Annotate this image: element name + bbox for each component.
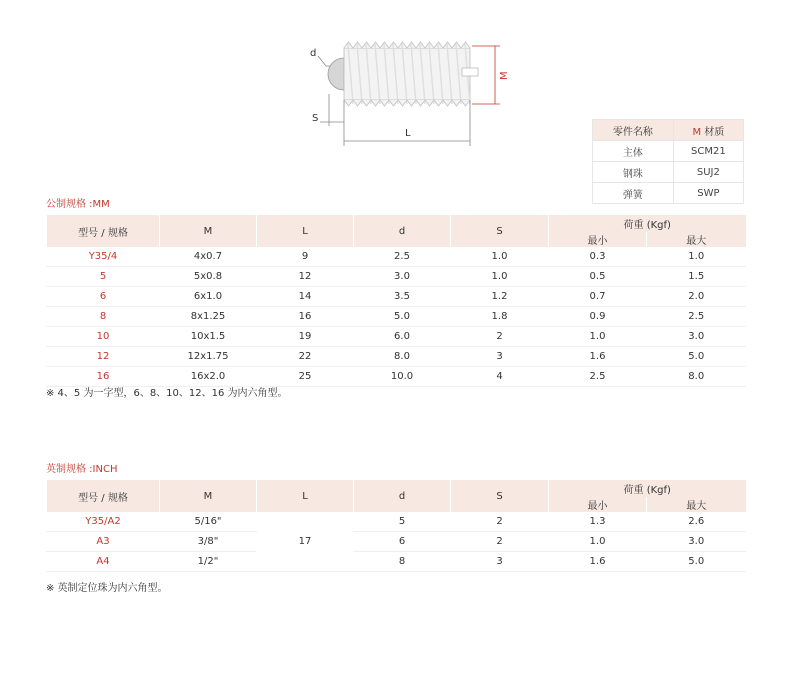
inch-header-load: 荷重 (Kgf) [549,480,746,497]
table-row [47,307,746,327]
materials-material: SWP [673,183,743,204]
inch-spec-table [46,480,746,572]
metric-cell-m: 4x0.7 [160,247,257,267]
inch-cell-m: 5/16" [160,512,257,532]
table-row [47,512,746,532]
metric-cell-max: 2.5 [647,307,746,327]
inch-cell-model: A4 [47,552,160,572]
metric-cell-m: 10x1.5 [160,327,257,347]
materials-header [593,120,744,141]
metric-header-d: d [354,215,451,247]
metric-cell-d: 8.0 [354,347,451,367]
metric-header-min: 最小 [549,232,647,247]
metric-cell-min: 0.5 [549,267,647,287]
inch-header-model: 型号 / 规格 [47,480,160,512]
metric-cell-model: 6 [47,287,160,307]
metric-cell-m: 12x1.75 [160,347,257,367]
materials-material: SCM21 [673,141,743,162]
ball-plunger-drawing [300,34,530,149]
materials-table [592,119,744,204]
inch-header-row [47,480,746,497]
metric-cell-min: 1.0 [549,327,647,347]
materials-part: 主体 [593,141,674,162]
metric-cell-s: 1.0 [451,267,549,287]
metric-cell-max: 1.0 [647,247,746,267]
metric-cell-max: 3.0 [647,327,746,347]
metric-header-load: 荷重 (Kgf) [549,215,746,232]
materials-row [593,141,744,162]
metric-cell-l: 12 [257,267,354,287]
metric-cell-model: 10 [47,327,160,347]
metric-cell-d: 3.0 [354,267,451,287]
metric-title: 公制规格 :MM [46,199,110,210]
inch-header-m: M [160,480,257,512]
metric-cell-min: 0.7 [549,287,647,307]
materials-header-material [673,120,743,141]
materials-part: 钢珠 [593,162,674,183]
metric-cell-l: 9 [257,247,354,267]
metric-cell-max: 2.0 [647,287,746,307]
inch-cell-max: 5.0 [647,552,746,572]
metric-cell-model: 16 [47,367,160,387]
metric-cell-d: 5.0 [354,307,451,327]
materials-header-m: M [692,126,702,138]
inch-cell-s: 3 [451,552,549,572]
materials-row [593,162,744,183]
inch-cell-max: 3.0 [647,532,746,552]
inch-cell-min: 1.0 [549,532,647,552]
label-l: L [405,128,411,139]
metric-cell-min: 0.9 [549,307,647,327]
label-s: S [312,113,319,124]
metric-cell-l: 22 [257,347,354,367]
inch-cell-min: 1.6 [549,552,647,572]
metric-cell-m: 5x0.8 [160,267,257,287]
metric-cell-m: 8x1.25 [160,307,257,327]
metric-cell-m: 6x1.0 [160,287,257,307]
inch-cell-d: 8 [354,552,451,572]
inch-cell-d: 5 [354,512,451,532]
inch-note: ※ 英制定位珠为内六角型。 [46,583,168,594]
inch-header-s: S [451,480,549,512]
metric-cell-model: 8 [47,307,160,327]
metric-cell-l: 16 [257,307,354,327]
metric-cell-max: 1.5 [647,267,746,287]
inch-cell-m: 1/2" [160,552,257,572]
materials-part: 弹簧 [593,183,674,204]
metric-cell-d: 3.5 [354,287,451,307]
metric-cell-max: 8.0 [647,367,746,387]
inch-header-min: 最小 [549,497,647,512]
inch-cell-s: 2 [451,512,549,532]
metric-cell-m: 16x2.0 [160,367,257,387]
table-row [47,287,746,307]
metric-header-m: M [160,215,257,247]
metric-note: ※ 4、5 为一字型，6、8、10、12、16 为内六角型。 [46,388,288,399]
table-row [47,347,746,367]
inch-header-max: 最大 [647,497,746,512]
metric-header-l: L [257,215,354,247]
inch-header-l: L [257,480,354,512]
metric-cell-l: 14 [257,287,354,307]
metric-cell-d: 2.5 [354,247,451,267]
metric-cell-model: 12 [47,347,160,367]
metric-cell-d: 10.0 [354,367,451,387]
metric-cell-l: 19 [257,327,354,347]
materials-material: SUJ2 [673,162,743,183]
metric-cell-s: 4 [451,367,549,387]
metric-header-s: S [451,215,549,247]
metric-header-max: 最大 [647,232,746,247]
materials-row [593,183,744,204]
inch-cell-s: 2 [451,532,549,552]
metric-cell-min: 0.3 [549,247,647,267]
metric-header-row [47,215,746,232]
inch-cell-min: 1.3 [549,512,647,532]
table-row [47,552,746,572]
table-row [47,532,746,552]
table-row [47,327,746,347]
metric-cell-s: 2 [451,327,549,347]
metric-cell-d: 6.0 [354,327,451,347]
metric-header-model: 型号 / 规格 [47,215,160,247]
metric-spec-table [46,215,746,387]
metric-cell-model: 5 [47,267,160,287]
table-row [47,267,746,287]
metric-cell-l: 25 [257,367,354,387]
inch-title: 英制规格 :INCH [46,464,118,475]
materials-header-part: 零件名称 [593,120,674,141]
label-d: d [310,48,317,59]
inch-header-d: d [354,480,451,512]
table-row [47,247,746,267]
metric-cell-s: 1.0 [451,247,549,267]
metric-cell-s: 1.8 [451,307,549,327]
metric-cell-model: Y35/4 [47,247,160,267]
inch-cell-l: 17 [257,512,354,572]
inch-cell-model: A3 [47,532,160,552]
metric-cell-min: 2.5 [549,367,647,387]
label-m: M [499,71,510,80]
inch-cell-m: 3/8" [160,532,257,552]
inch-cell-model: Y35/A2 [47,512,160,532]
inch-cell-d: 6 [354,532,451,552]
inch-cell-max: 2.6 [647,512,746,532]
metric-cell-min: 1.6 [549,347,647,367]
materials-header-material-label: 材质 [704,126,725,138]
metric-cell-s: 1.2 [451,287,549,307]
metric-cell-s: 3 [451,347,549,367]
metric-cell-max: 5.0 [647,347,746,367]
